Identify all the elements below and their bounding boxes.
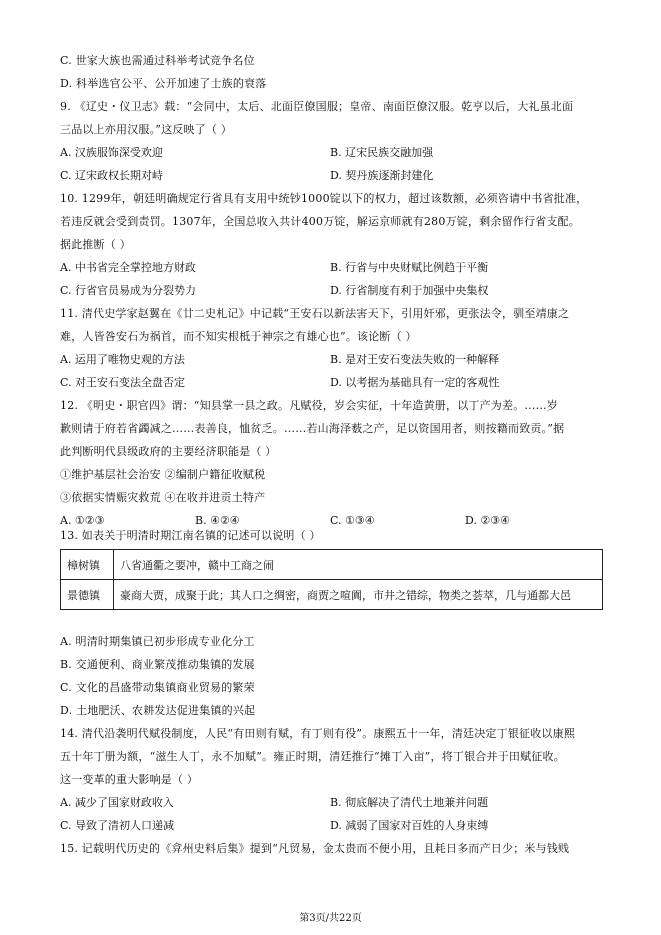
question-10-text: 若违反就会受到责罚。1307年，全国总收入共计400万锭，解运京师就有280万锭，剩余留作行省支配。	[60, 215, 580, 228]
option-line: D. 科举选官公平、公开加速了士族的衰落	[60, 77, 267, 90]
question-13-option-c: C. 文化的昌盛带动集镇商业贸易的繁荣	[60, 681, 255, 694]
question-9-text: 9. 《辽史・仪卫志》载：“会同中，太后、北面臣僚国服；皇帝、南面臣僚汉服。乾亨以后，大礼虽北面	[60, 100, 574, 113]
question-12-option-d: D. ②③④	[465, 514, 511, 527]
question-11-text: 11. 清代史学家赵翼在《廿二史札记》中记载“王安石以新法害天下，引用奸邪，更张法令，驯至靖康之	[60, 307, 570, 320]
question-14-option-a: A. 减少了国家财政收入	[60, 796, 174, 809]
table-cell-desc: 豪商大贾，成聚于此；其人口之绸密，商贾之喧阗，市井之错综，物类之荟萃，几与通都大邑	[114, 580, 603, 610]
question-12-text: 12. 《明史・职官四》谓：“知县掌一县之政。凡赋役，岁会实征，十年造黄册，以丁产为差。……岁	[60, 399, 559, 412]
option-line: C. 世家大族也需通过科举考试竞争名位	[60, 54, 255, 67]
question-14-option-c: C. 导致了清初人口递减	[60, 819, 175, 832]
table-row	[61, 580, 603, 610]
table-cell-desc: 八省通衢之要冲，赣中工商之闹	[114, 550, 603, 580]
question-15-text: 15. 记载明代历史的《弇州史料后集》提到“凡贸易，金太贵而不便小用，且耗日多而产日少；米与钱贱	[60, 842, 570, 855]
question-11-text: 难，人皆咎安石为祸首，而不知实根柢于神宗之有雄心也”。该论断（ ）	[60, 330, 417, 343]
question-10-text: 10. 1299年，朝廷明确规定行省具有支用中统钞1000锭以下的权力，超过该数额，必须咨请中书省批准，	[60, 192, 588, 205]
question-9-option-d: D. 契丹族逐渐封建化	[330, 169, 434, 182]
question-13-table	[60, 549, 603, 610]
question-12-statements: ③依据实情赈灾救荒 ④在收并进贡土特产	[60, 491, 266, 504]
question-14-text: 五十年丁册为额，“滋生人丁，永不加赋”。雍正时期，清廷推行“摊丁入亩”，将丁银合并于田赋征收。	[60, 750, 565, 763]
question-11-option-d: D. 以考据为基础具有一定的客观性	[330, 376, 500, 389]
question-10-option-a: A. 中书省完全掌控地方财政	[60, 261, 196, 274]
question-14-option-b: B. 彻底解决了清代土地兼并问题	[330, 796, 489, 809]
table-cell-town: 景德镇	[61, 580, 114, 610]
question-12-text: 歉则请于府若省蠲减之……表善良，恤贫乏。……若山海泽薮之产，足以资国用者，则按籍而致贡。”据	[60, 422, 565, 435]
question-14-text: 14. 清代沿袭明代赋役制度，人民“有田则有赋，有丁则有役”。康熙五十一年，清廷决定丁银征收以康熙	[60, 727, 576, 740]
question-11-option-a: A. 运用了唯物史观的方法	[60, 353, 185, 366]
table-cell-town: 樟树镇	[61, 550, 114, 580]
question-13-text: 13. 如表关于明清时期江南名镇的记述可以说明（ ）	[60, 529, 321, 542]
question-14-option-d: D. 减弱了国家对百姓的人身束缚	[330, 819, 489, 832]
question-10-option-b: B. 行省与中央财赋比例趋于平衡	[330, 261, 489, 274]
question-11-option-b: B. 是对王安石变法失败的一种解释	[330, 353, 500, 366]
question-13-option-b: B. 交通便利、商业繁茂推动集镇的发展	[60, 658, 255, 671]
question-9-option-a: A. 汉族服饰深受欢迎	[60, 146, 163, 159]
question-12-option-a: A. ①②③	[60, 514, 105, 527]
question-12-option-c: C. ①③④	[330, 514, 375, 527]
question-12-statements: ①维护基层社会治安 ②编制户籍征收赋税	[60, 468, 266, 481]
question-9-option-b: B. 辽宋民族交融加强	[330, 146, 434, 159]
question-10-option-d: D. 行省制度有利于加强中央集权	[330, 284, 489, 297]
question-13-option-a: A. 明清时期集镇已初步形成专业化分工	[60, 635, 255, 648]
question-10-option-c: C. 行省官员易成为分裂势力	[60, 284, 197, 297]
question-13-option-d: D. 土地肥沃、农耕发达促进集镇的兴起	[60, 704, 256, 717]
question-9-text: 三品以上亦用汉服。”这反映了（ ）	[60, 123, 233, 136]
page-number: 第3页/共22页	[299, 913, 362, 924]
question-11-option-c: C. 对王安石变法全盘否定	[60, 376, 186, 389]
question-12-text: 此判断明代县级政府的主要经济职能是（ ）	[60, 445, 277, 458]
question-9-option-c: C. 辽宋政权长期对峙	[60, 169, 164, 182]
question-14-text: 这一变革的重大影响是（ ）	[60, 773, 199, 786]
table-row	[61, 550, 603, 580]
question-10-text: 据此推断（ ）	[60, 238, 131, 251]
question-12-option-b: B. ④②④	[195, 514, 240, 527]
